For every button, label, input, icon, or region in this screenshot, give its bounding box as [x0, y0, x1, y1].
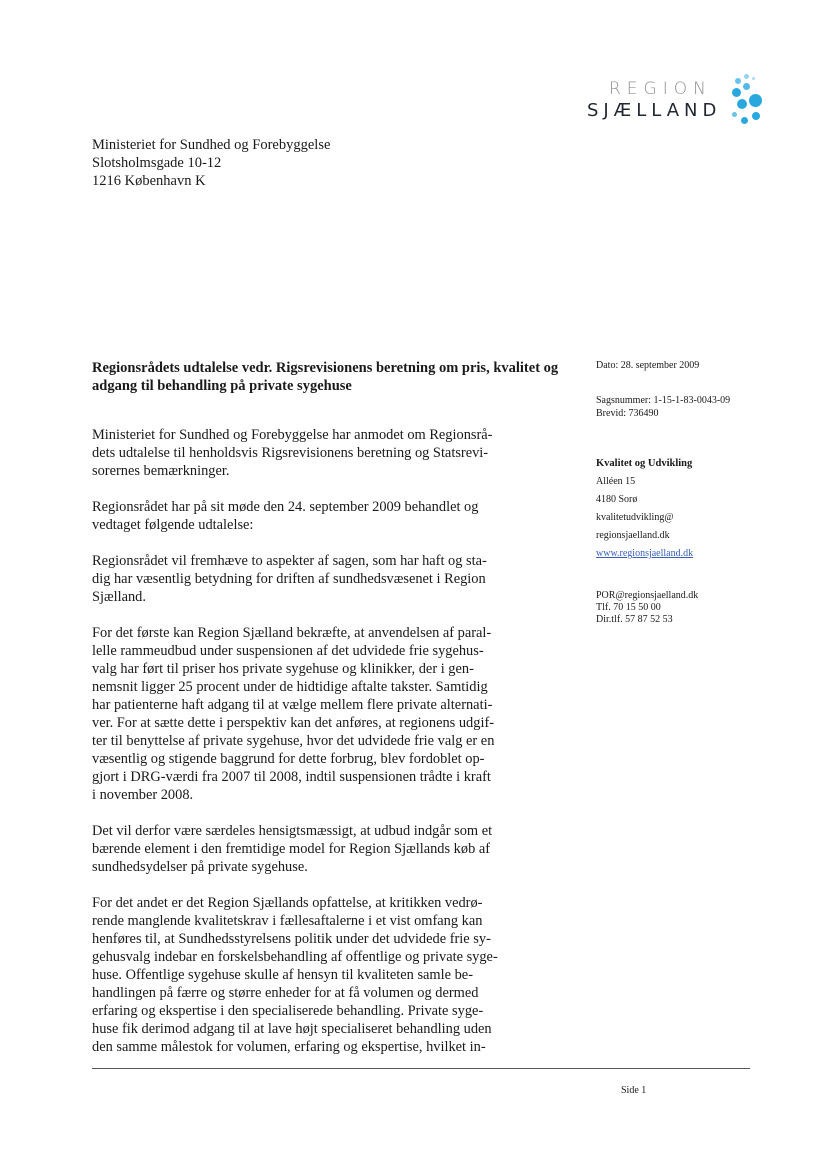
paragraph: Det vil derfor være særdeles hensigtsmæssigt, at udbud indgår som et bærende element i den fremtidige model for Region Sjællands køb af sundhedsydelser på private sygehuse.	[92, 823, 493, 875]
paragraph: For det andet er det Region Sjællands opfattelse, at kritikken vedrø- rende manglende kvalitetskrav i fællesaftalerne i et vist omfang kan henføres til, at Sundhedsstyrelsens politik under det udvidede frie sy- gehusvalg indebar en forskelsbehandling af offentlige og private syge- huse. Offentlige sygehuse skulle af hensyn til kvaliteten samle be- handlingen på færre og større enheder for at få volumen og dermed erfaring og ekspertise i den specialiserede behandling. Private syge- huse fik derimod adgang til at lave højt specialiseret behandling uden den samme målestok for volumen, erfaring og ekspertise, hvilket in-	[92, 895, 498, 1055]
logo-text-region: REGION	[609, 79, 712, 99]
sender-info	[596, 455, 796, 563]
region-sjaelland-logo	[583, 72, 783, 132]
phone: Tlf. 70 15 50 00	[596, 602, 661, 613]
city: 4180 Sorø	[596, 494, 638, 505]
paragraph: Regionsrådet har på sit møde den 24. september 2009 behandlet og vedtaget følgende udtalelse:	[92, 499, 479, 533]
page-number: Side 1	[621, 1085, 647, 1096]
department-name: Kvalitet og Udvikling	[596, 458, 693, 469]
contact-info	[596, 590, 796, 626]
website-link[interactable]: www.regionsjaelland.dk	[596, 548, 694, 559]
date-text: Dato: 28. september 2009	[596, 360, 700, 371]
letter-body	[92, 426, 562, 1074]
street-address: Alléen 15	[596, 476, 636, 487]
case-number: Sagsnummer: 1-15-1-83-0043-09	[596, 395, 731, 406]
direct-phone: Dir.tlf. 57 87 52 53	[596, 614, 673, 625]
contact-email: POR@regionsjaelland.dk	[596, 590, 699, 601]
email-line-1: kvalitetudvikling@	[596, 512, 674, 523]
department-email-domain: regionsjaelland.dk	[596, 530, 670, 541]
logo-dots-icon	[731, 72, 771, 132]
recipient-address	[92, 136, 330, 190]
brevid: Brevid: 736490	[596, 408, 659, 419]
recipient-line: Slotsholmsgade 10-12	[92, 155, 222, 171]
recipient-line: 1216 København K	[92, 173, 206, 189]
letter-heading: Regionsrådets udtalelse vedr. Rigsrevisionens beretning om pris, kvalitet og adgang til behandling på private sygehuse	[92, 360, 559, 394]
recipient-line: Ministeriet for Sundhed og Forebyggelse	[92, 137, 331, 153]
footer-divider	[92, 1068, 750, 1069]
paragraph: Ministeriet for Sundhed og Forebyggelse har anmodet om Regionsrå- dets udtalelse til henholdsvis Rigsrevisionens beretning og Statsrevi- sorernes bemærkninger.	[92, 427, 493, 479]
paragraph: Regionsrådet vil fremhæve to aspekter af sagen, som har haft og sta- dig har væsentlig betydning for driften af sundhedsvæsenet i Region Sjælland.	[92, 553, 487, 605]
department-email	[596, 509, 796, 527]
paragraph: For det første kan Region Sjælland bekræfte, at anvendelsen af paral- lelle rammeudbud under suspensionen af det udvidede frie sygehus- valg har ført til priser hos private sygehuse og klinikker, der i gen- nemsnit ligger 25 procent under de hidtidige aftalte takster. Samtidig har patienterne haft adgang til at vælge mellem flere private alternati- ver. For at sætte dette i perspektiv kan det anføres, at regionens udgif- ter til benyttelse af private sygehuse, hvor det udvidede frie valg er en væsentlig og stigende baggrund for dette forbrug, blev fordoblet op- gjort i DRG-værdi fra 2007 til 2008, indtil suspensionen trådte i kraft i november 2008.	[92, 625, 495, 803]
letter-date	[596, 359, 796, 372]
logo-text-sjaelland: SJÆLLAND	[587, 100, 722, 121]
case-info	[596, 394, 796, 420]
